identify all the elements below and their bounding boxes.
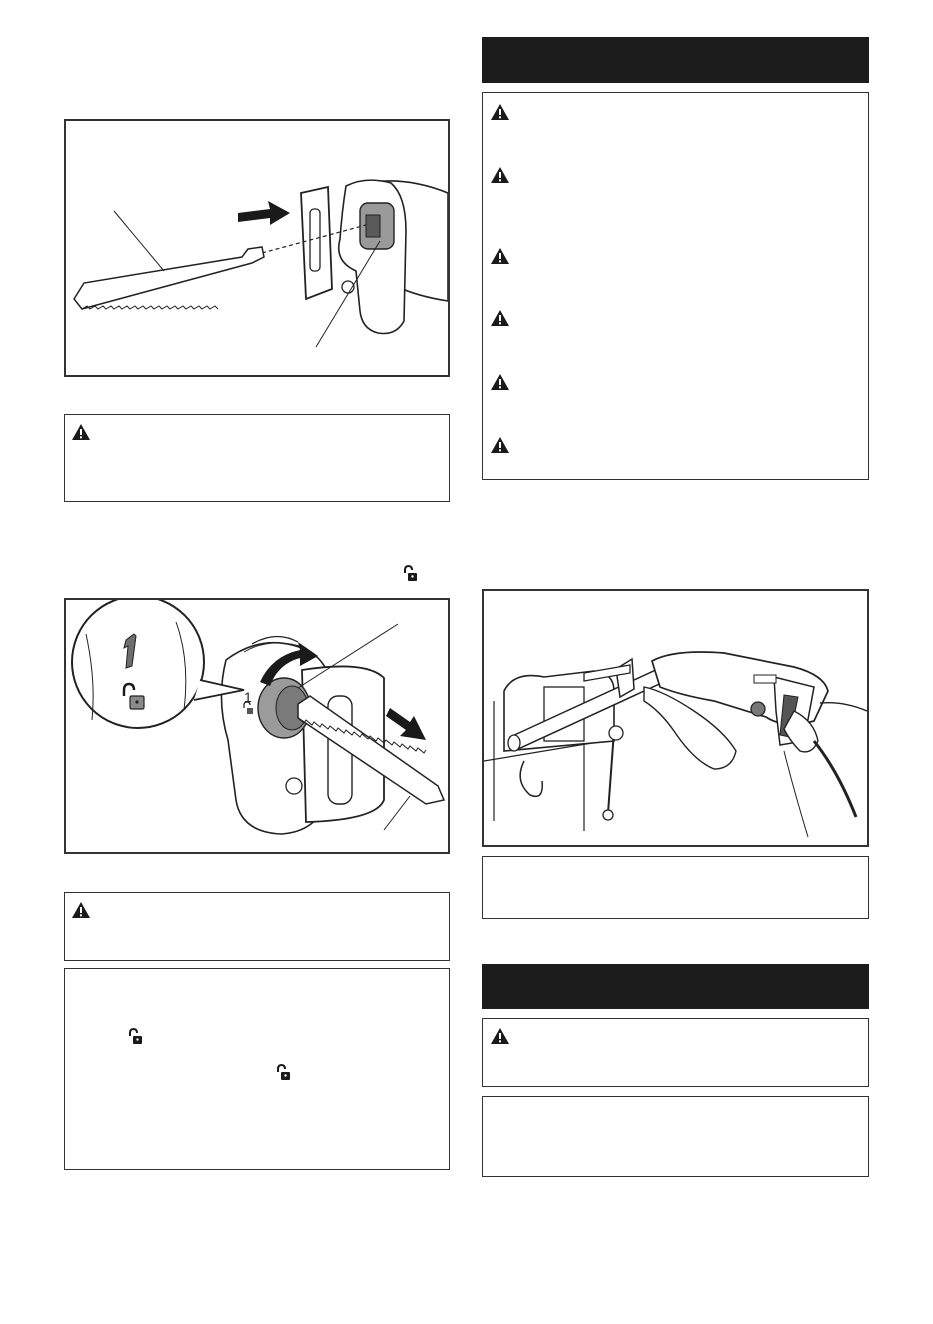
warning-list-box [482,92,869,480]
blade-remove-illustration [66,600,448,852]
warning-box-1 [64,414,450,502]
warning-triangle-icon [490,247,510,265]
warning-box-3 [482,1018,869,1087]
section-header-bar-2 [482,964,869,1009]
unlock-padlock-icon [402,565,418,582]
note-box-3 [482,1096,869,1177]
note-box-2 [482,856,869,919]
mark-digit-1: 1 [244,689,252,705]
warning-triangle-icon [490,309,510,327]
vise-cutting-illustration [484,591,867,845]
figure-blade-remove [64,598,450,854]
warning-box-2 [64,892,450,961]
figure-vise-cutting [482,589,869,847]
section-header-bar-1 [482,37,869,83]
warning-triangle-icon [71,901,91,919]
warning-triangle-icon [490,436,510,454]
warning-triangle-icon [71,423,91,441]
figure-blade-install [64,119,450,377]
blade-install-illustration [66,121,448,375]
warning-triangle-icon [490,166,510,184]
warning-triangle-icon [490,373,510,391]
note-box-1 [64,968,450,1170]
unlock-padlock-icon [127,1028,143,1045]
warning-triangle-icon [490,103,510,121]
unlock-padlock-icon [275,1064,291,1081]
warning-triangle-icon [490,1027,510,1045]
